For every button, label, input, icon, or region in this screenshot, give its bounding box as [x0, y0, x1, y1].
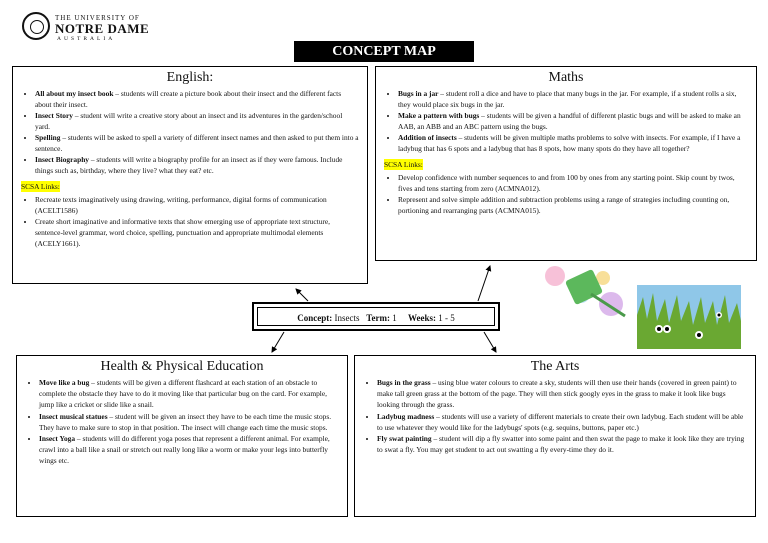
maths-links-list — [384, 172, 748, 216]
weeks-label: Weeks: — [407, 313, 436, 323]
maths-panel — [375, 66, 757, 261]
fly-swat-painting-image — [541, 264, 629, 319]
list-item: • Ladybug madness – students will use a variety of different materials to create their own ladybug. Each student will be able to use whatever they would like for the ladybugs' spots (e.g. sequins, buttons, paper etc.) — [377, 411, 747, 433]
english-activity-list — [21, 88, 359, 176]
english-panel — [12, 66, 368, 284]
list-item: • Represent and solve simple addition and subtraction problems using a range of strategies including counting on, portioning and rearranging parts (ACMNA015). — [398, 194, 748, 216]
term-label: Term: — [366, 313, 390, 323]
health-heading: Health & Physical Education — [100, 359, 264, 374]
arrow-to-maths — [478, 266, 490, 301]
arts-panel — [354, 355, 756, 517]
term-value: 1 — [392, 313, 397, 323]
arrow-to-arts — [484, 332, 496, 352]
arrow-to-health — [272, 332, 284, 352]
list-item: • Insect Story – student will write a creative story about an insect and its adventures in the garden/school yard. — [35, 110, 359, 132]
list-item: • Develop confidence with number sequences to and from 100 by ones from any starting point. Skip count by twos, fives and tens starting from zero (ACMNA012). — [398, 172, 748, 194]
english-links-list — [21, 194, 359, 249]
health-activity-list — [25, 377, 339, 467]
list-item: • Create short imaginative and informative texts that show emerging use of appropriate text structure, sentence-level grammar, word choice, spelling, punctuation and appropriate multimodal elements (ACELY1661). — [35, 216, 359, 249]
list-item: • Insect Yoga – students will do different yoga poses that represent a different animal. For example, crawl into a ball like a snail or stretch out really long like a worm or make your legs into butterfly wings etc. — [39, 433, 339, 467]
scsa-links-label: SCSA Links: — [21, 182, 60, 191]
arrow-to-english — [296, 289, 308, 301]
list-item: • Recreate texts imaginatively using drawing, writing, performance, digital forms of communication (ACELT1586) — [35, 194, 359, 216]
arts-heading: The Arts — [530, 359, 580, 374]
logo-line-3: AUSTRALIA — [57, 36, 116, 42]
list-item: • Bugs in a jar – student roll a dice and have to place that many bugs in the jar. For example, if a student rolls a six, they would place six bugs in the jar. — [398, 88, 748, 110]
weeks-value: 1 - 5 — [438, 313, 455, 323]
list-item: • Make a pattern with bugs – students will be given a handful of different plastic bugs and will be asked to make an AAB, an ABB and an ABC pattern using the bugs. — [398, 110, 748, 132]
list-item: • Insect Biography – students will write a biography profile for an insect as if they were famous. Include things such as, birthday, where they live? what they eat? etc. — [35, 154, 359, 176]
page-title: CONCEPT MAP — [294, 41, 474, 62]
logo-line-2: NOTRE DAME — [55, 21, 150, 36]
maths-heading: Maths — [548, 70, 584, 85]
maths-activity-list — [384, 88, 748, 154]
list-item: • Move like a bug – students will be given a different flashcard at each station of an obstacle to complete the obstacle they have to do it moving like that particular bug on the card. For example, jump like a cricket or slide like a snail. — [39, 377, 339, 411]
concept-label: Concept: — [297, 313, 333, 323]
concept-value: Insects — [334, 313, 360, 323]
logo-line-1: THE UNIVERSITY OF — [55, 14, 140, 22]
list-item: • All about my insect book – students will create a picture book about their insect and the different facts about their insect. — [35, 88, 359, 110]
list-item: • Fly swat painting – student will dip a fly swatter into some paint and then swat the page to make it look like they are trying to swat a fly. You may get student to act out swatting a fly every-time they do it. — [377, 433, 747, 455]
scsa-links-label: SCSA Links: — [384, 160, 423, 169]
health-pe-panel — [16, 355, 348, 517]
list-item: • Insect musical statues – student will be given an insect they have to be each time the music stops. They have to make sure to stop in that position. The insect will change each time the music stops. — [39, 411, 339, 433]
bugs-in-grass-image — [637, 285, 741, 349]
list-item: • Addition of insects – students will be given multiple maths problems to solve with insects. For example, if I have a ladybug that has 6 spots and a ladybug that has 8 spots, how many spots do they have all together? — [398, 132, 748, 154]
list-item: • Bugs in the grass – using blue water colours to create a sky, students will then use their hands (covered in green paint) to make tall green grass at the bottom of the page. They will then stick googly eyes in the grass to make it look like bugs looking through the grass. — [377, 377, 747, 411]
list-item: • Spelling – students will be asked to spell a variety of different insect names and then asked to put them into a sentence. — [35, 132, 359, 154]
arts-activity-list — [363, 377, 747, 455]
english-heading: English: — [166, 70, 214, 85]
concept-box — [252, 302, 500, 331]
